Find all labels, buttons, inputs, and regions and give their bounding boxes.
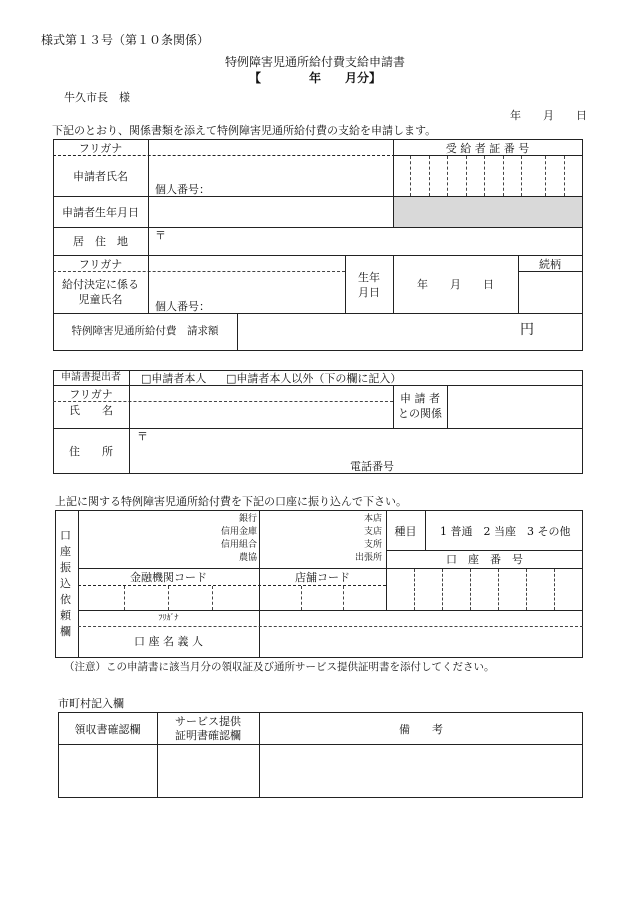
address-label: 居 住 地 <box>73 235 128 248</box>
inst-type-bank: 銀行 <box>238 514 257 524</box>
child-birth-date[interactable]: 年 月 日 <box>417 278 494 291</box>
branch-code-label: 店舗コード <box>295 571 350 584</box>
child-name-label-1: 給付決定に係る <box>62 278 139 291</box>
submitter-option-other[interactable]: □申請者本人以外（下の欄に記入） <box>226 372 402 385</box>
child-name-label-2: 児童氏名 <box>78 293 123 306</box>
branch-type-sub: 支所 <box>363 540 382 550</box>
cert-number-label: 受 給 者 証 番 号 <box>445 142 530 155</box>
personal-number-label: 個人番号： <box>155 183 210 196</box>
bank-side-label-1: 口 <box>60 529 71 542</box>
application-date[interactable]: 年 月 日 <box>510 109 587 122</box>
relation-label-2: との関係 <box>398 407 442 420</box>
submitter-furigana-label: フリガナ <box>69 388 113 401</box>
submitter-option-self[interactable]: □申請者本人 <box>141 372 207 385</box>
account-holder-label: 口 座 名 義 人 <box>134 635 203 648</box>
bank-side-label-4: 込 <box>60 577 71 590</box>
child-personal-number-label: 個人番号： <box>155 300 210 313</box>
relation-label-1: 申 請 者 <box>400 392 440 405</box>
applicant-birth-label: 申請者生年月日 <box>62 206 139 219</box>
branch-type-branch: 支店 <box>363 527 382 537</box>
bank-side-label-3: 振 <box>60 561 71 574</box>
intro-text: 下記のとおり、関係書類を添えて特例障害児通所給付費の支給を申請します。 <box>52 124 437 137</box>
branch-type-main: 本店 <box>363 514 382 524</box>
submitter-name-label: 氏 名 <box>69 404 113 417</box>
claim-amount-label: 特例障害児通所給付費 請求額 <box>71 325 219 337</box>
child-birth-label-2: 月日 <box>358 286 380 299</box>
service-cert-label-2: 証明書確認欄 <box>175 729 241 742</box>
phone-label: 電話番号 <box>350 460 394 473</box>
child-furigana-label: フリガナ <box>78 258 123 271</box>
bank-side-label-6: 頼 <box>60 609 71 622</box>
inst-type-nokyo: 農協 <box>238 553 257 563</box>
remarks-label: 備 考 <box>399 723 443 736</box>
submitter-postal-mark: 〒 <box>137 430 148 443</box>
form-number: 様式第１３号（第１０条関係） <box>41 33 210 47</box>
account-number-label: 口 座 番 号 <box>446 553 523 566</box>
branch-type-office: 出張所 <box>354 553 382 563</box>
bank-side-label-2: 座 <box>60 545 71 558</box>
submitter-label: 申請書提出者 <box>61 372 121 383</box>
billing-period: 【 年 月分】 <box>248 71 381 85</box>
applicant-name-label: 申請者氏名 <box>73 170 128 183</box>
attachment-note: （注意）この申請書に該当月分の領収証及び通所サービス提供証明書を添付してください。 <box>64 661 495 673</box>
furigana-label: フリガナ <box>78 142 123 155</box>
account-kind-label: 種目 <box>394 525 417 538</box>
inst-type-shinkumi: 信用組合 <box>220 540 257 550</box>
account-kind-options[interactable]: 1 普通 2 当座 3 その他 <box>440 525 571 538</box>
relation-label: 続柄 <box>539 258 561 271</box>
institution-code-label: 金融機関コード <box>130 571 207 584</box>
postal-mark: 〒 <box>155 229 166 242</box>
form-title: 特例障害児通所給付費支給申請書 <box>224 55 405 69</box>
submitter-address-label: 住 所 <box>69 445 113 458</box>
bank-intro-text: 上記に関する特例障害児通所給付費を下記の口座に振り込んで下さい。 <box>55 495 407 508</box>
office-use-title: 市町村記入欄 <box>58 697 124 710</box>
yen-unit: 円 <box>520 322 534 338</box>
receipt-check-label: 領収書確認欄 <box>74 723 141 736</box>
holder-furigana-label: ﾌﾘｶﾞﾅ <box>158 613 179 622</box>
child-birth-label-1: 生年 <box>358 271 380 284</box>
addressee: 牛久市長 様 <box>64 91 130 104</box>
inst-type-shinkin: 信用金庫 <box>220 527 257 537</box>
shaded-cell <box>393 196 582 227</box>
bank-side-label-5: 依 <box>60 593 71 606</box>
service-cert-label-1: サービス提供 <box>175 715 241 728</box>
bank-side-label-7: 欄 <box>60 625 71 638</box>
